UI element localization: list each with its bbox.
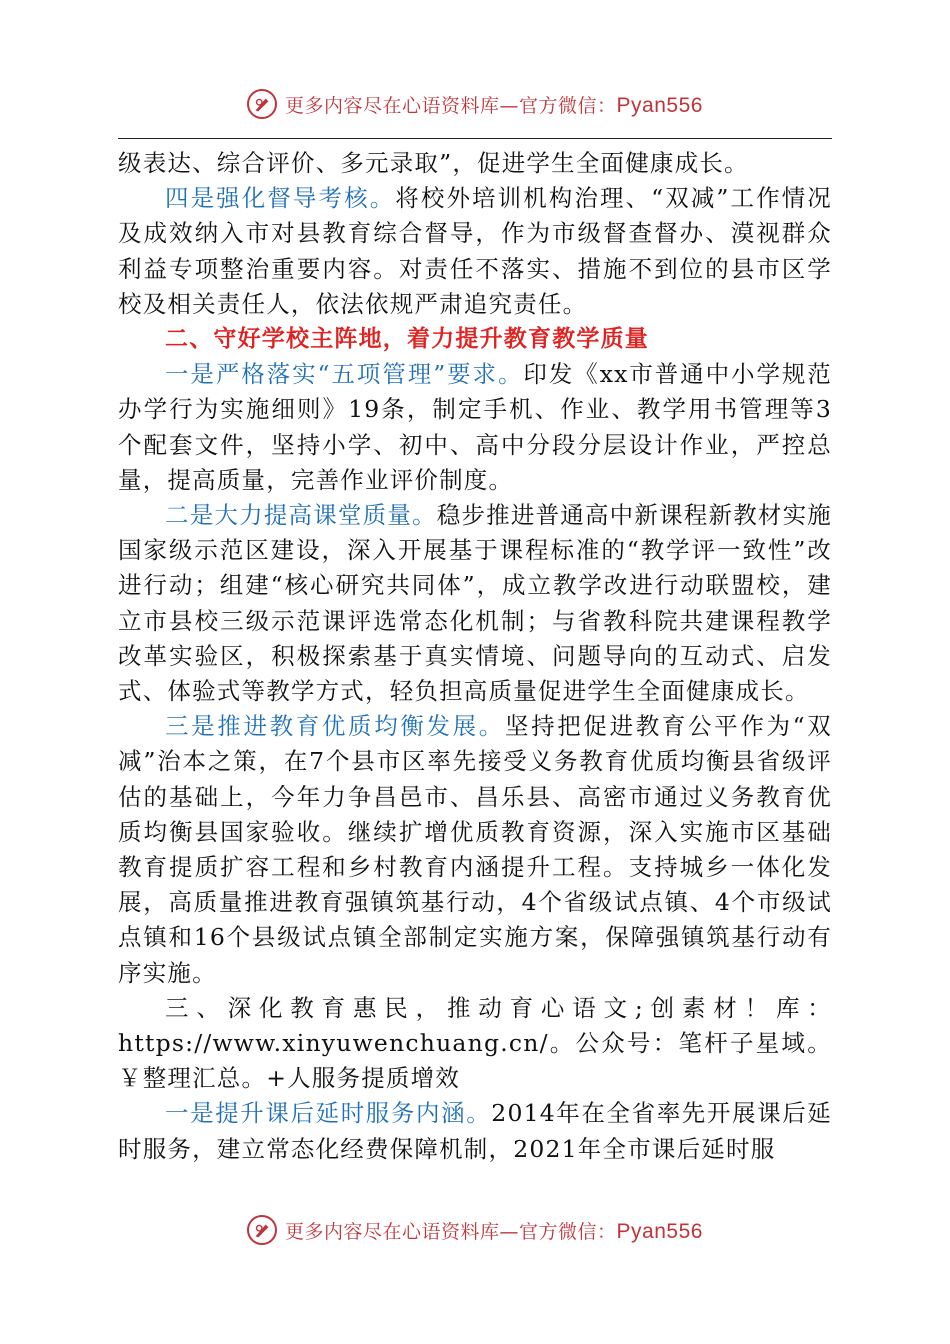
paragraph-after-school: 一是提升课后延时服务内涵。2014年在全省率先开展课后延时服务，建立常态化经费保障机制，2021年全市课后延时服 bbox=[118, 1099, 832, 1163]
lead-phrase: 一是严格落实“五项管理”要求。 bbox=[165, 360, 524, 389]
lead-phrase: 二是大力提高课堂质量。 bbox=[165, 501, 437, 530]
paragraph-supervision: 四是强化督导考核。将校外培训机构治理、“双减”工作情况及成效纳入市对县教育综合督导，作为市级督查督办、漠视群众利益专项整治重要内容。对责任不落实、措施不到位的县市区学校及相关责任人，依法依规严肃追究责任。 bbox=[118, 184, 832, 318]
document-body bbox=[118, 146, 832, 1167]
pen-logo-icon bbox=[247, 1215, 277, 1245]
top-watermark-banner bbox=[0, 84, 950, 124]
lead-phrase: 三是推进教育优质均衡发展。 bbox=[165, 712, 505, 741]
paragraph-continuation: 级表达、综合评价、多元录取”，促进学生全面健康成长。 bbox=[118, 149, 749, 177]
bottom-watermark-banner bbox=[0, 1210, 950, 1250]
banner-text: 更多内容尽在心语资料库—官方微信： bbox=[285, 1220, 617, 1243]
lead-phrase: 一是提升课后延时服务内涵。 bbox=[165, 1099, 492, 1128]
banner-handle: Pyan556 bbox=[616, 93, 703, 117]
lead-phrase: 四是强化督导考核。 bbox=[165, 184, 396, 213]
section-heading: 二、守好学校主阵地，着力提升教育教学质量 bbox=[165, 326, 649, 353]
paragraph-five-management: 一是严格落实“五项管理”要求。印发《xx市普通中小学规范办学行为实施细则》19条，制定手机、作业、教学用书管理等3个配套文件，坚持小学、初中、高中分段分层设计作业，严控总量，提高质量，完善作业评价制度。 bbox=[118, 360, 833, 494]
paragraph-balanced-development: 三是推进教育优质均衡发展。坚持把促进教育公平作为“双减”治本之策，在7个县市区率先接受义务教育优质均衡县省级评估的基础上，今年力争昌邑市、昌乐县、高密市通过义务教育优质均衡县国家验收。继续扩增优质教育资源，深入实施市区基础教育提质扩容工程和乡村教育内涵提升工程。支持城乡一体化发展，高质量推进教育强镇筑基行动，4个省级试点镇、4个市级试点镇和16个县级试点镇全部制定实施方案，保障强镇筑基行动有序实施。 bbox=[118, 712, 832, 987]
paragraph-section-three: 三、深化教育惠民，推动育心语文;创素材！库：https://www.xinyuwenchuang.cn/。公众号：笔杆子星域。￥整理汇总。+人服务提质增效 bbox=[118, 993, 832, 1093]
header-rule bbox=[118, 138, 832, 139]
pen-logo-icon bbox=[247, 89, 277, 119]
banner-text: 更多内容尽在心语资料库—官方微信： bbox=[285, 94, 617, 117]
banner-handle: Pyan556 bbox=[616, 1219, 703, 1243]
paragraph-classroom-quality: 二是大力提高课堂质量。稳步推进普通高中新课程新教材实施国家级示范区建设，深入开展基于课程标准的“教学评一致性”改进行动；组建“核心研究共同体”，成立教学改进行动联盟校，建立市县校三级示范课评选常态化机制；与省教科院共建课程教学改革实验区，积极探索基于真实情境、问题导向的互动式、启发式、体验式等教学方式，轻负担高质量促进学生全面健康成长。 bbox=[118, 501, 833, 706]
